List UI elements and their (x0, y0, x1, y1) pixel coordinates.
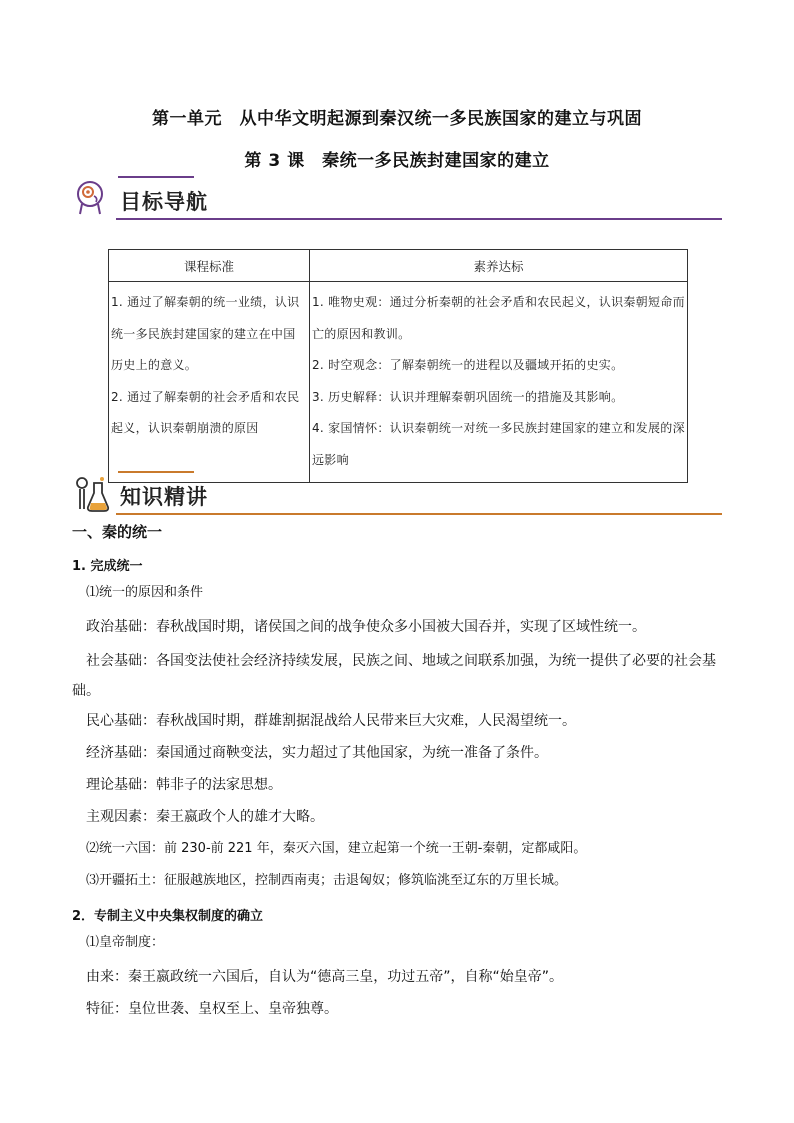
table-header-cell: 素养达标 (310, 250, 688, 282)
lab-flask-icon (72, 473, 112, 513)
header-deco-line (118, 471, 194, 473)
knowledge-section-title: 知识精讲 (120, 485, 208, 509)
chapter-heading: 一、秦的统一 (72, 523, 163, 541)
table-row (109, 282, 688, 483)
header-deco-line (118, 176, 194, 178)
table-header-cell: 课程标准 (109, 250, 310, 282)
paragraph: 特征：皇位世袭、皇权至上、皇帝独尊。 (86, 1001, 338, 1017)
header-underline (116, 218, 722, 220)
literacy-item: 2. 时空观念：了解秦朝统一的进程以及疆域开拓的史实。 (312, 358, 624, 372)
literacy-item: 4. 家国情怀：认识秦朝统一对统一多民族封建国家的建立和发展的深远影响 (312, 421, 685, 467)
paragraph: ⑵统一六国：前 230-前 221 年，秦灭六国，建立起第一个统一王朝-秦朝，定都咸阳。 (86, 841, 587, 856)
paragraph: ⑴皇帝制度： (86, 935, 165, 950)
goals-section-header (72, 176, 722, 220)
literacy-item: 3. 历史解释：认识并理解秦朝巩固统一的措施及其影响。 (312, 389, 624, 404)
paragraph: ⑴统一的原因和条件 (86, 585, 204, 600)
paragraph: 社会基础：各国变法使社会经济持续发展，民族之间、地域之间联系加强，为统一提供了必要的社会基础。 (72, 653, 716, 699)
paragraph: 理论基础：韩非子的法家思想。 (86, 777, 282, 793)
knowledge-section-header (72, 471, 722, 515)
paragraph: ⑶开疆拓土：征服越族地区，控制西南夷；击退匈奴；修筑临洮至辽东的万里长城。 (86, 873, 568, 888)
paragraph: 经济基础：秦国通过商鞅变法，实力超过了其他国家，为统一准备了条件。 (86, 745, 548, 761)
lesson-title: 第 3 课 秦统一多民族封建国家的建立 (244, 151, 550, 171)
standards-table (108, 249, 688, 483)
paragraph: 主观因素：秦王嬴政个人的雄才大略。 (86, 809, 324, 825)
brain-gear-icon (72, 178, 112, 218)
paragraph: 政治基础：春秋战国时期，诸侯国之间的战争使众多小国被大国吞并，实现了区域性统一。 (86, 619, 646, 635)
subsection-heading: 2．专制主义中央集权制度的确立 (72, 909, 264, 924)
unit-title: 第一单元 从中华文明起源到秦汉统一多民族国家的建立与巩固 (152, 109, 642, 129)
literacy-item: 1. 唯物史观：通过分析秦朝的社会矛盾和农民起义，认识秦朝短命而亡的原因和教训。 (312, 295, 685, 341)
goals-section-title: 目标导航 (120, 190, 208, 214)
paragraph: 由来：秦王嬴政统一六国后，自认为“德高三皇，功过五帝”，自称“始皇帝”。 (86, 969, 564, 985)
course-standards-cell (109, 282, 310, 483)
literacy-goals-cell (310, 282, 688, 483)
paragraph: 民心基础：春秋战国时期，群雄割据混战给人民带来巨大灾难，人民渴望统一。 (86, 713, 576, 729)
standard-item: 1. 通过了解秦朝的统一业绩，认识统一多民族封建国家的建立在中国历史上的意义。 (111, 295, 300, 372)
subsection-heading: 1. 完成统一 (72, 559, 143, 574)
table-header-row (109, 250, 688, 282)
standard-item: 2. 通过了解秦朝的社会矛盾和农民起义，认识秦朝崩溃的原因 (111, 389, 300, 435)
header-underline (116, 513, 722, 515)
